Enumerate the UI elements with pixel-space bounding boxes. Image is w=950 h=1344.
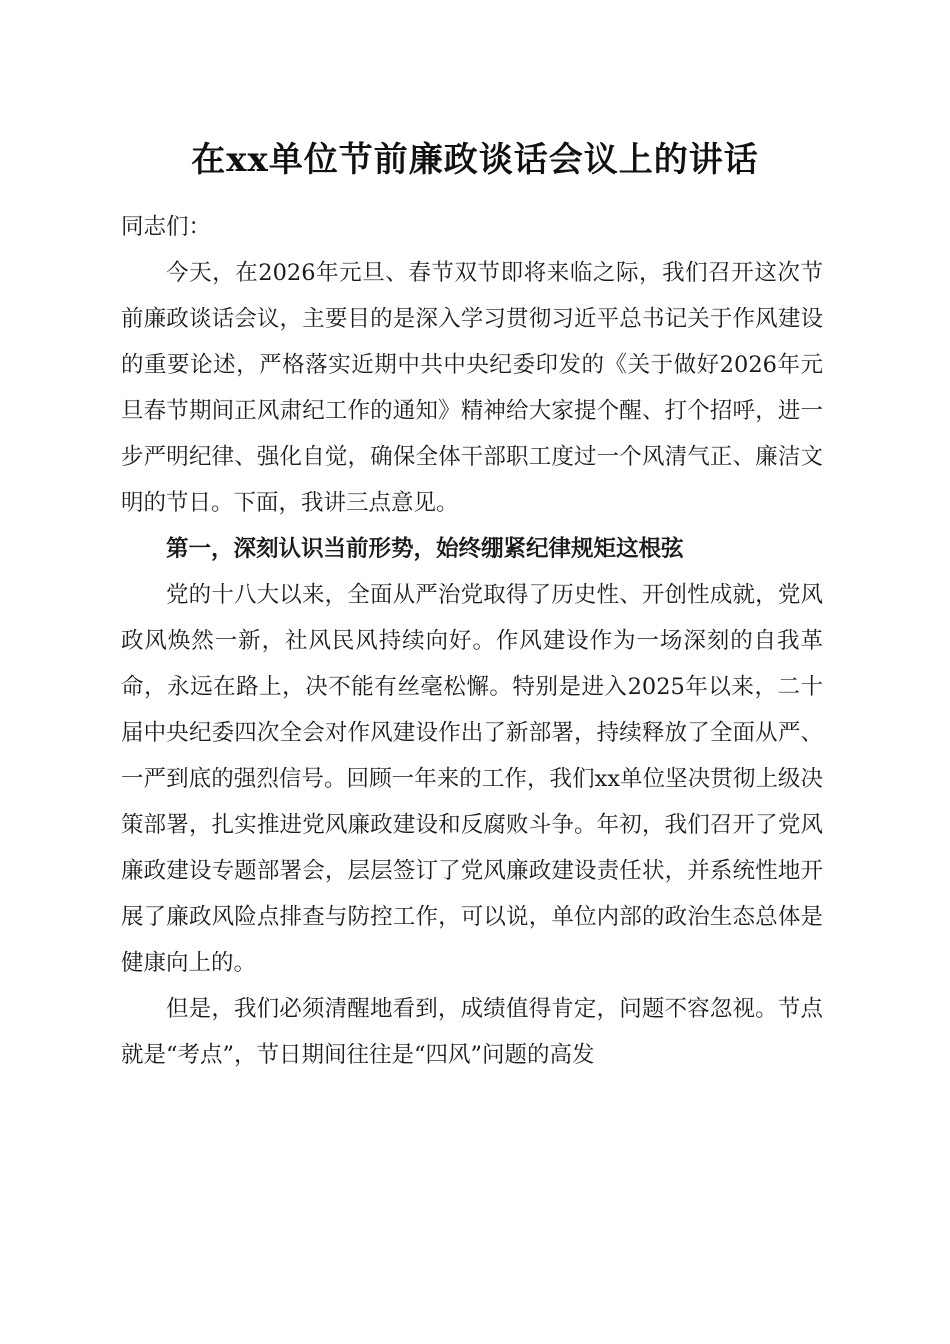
- paragraph-intro: 今天，在2026年元旦、春节双节即将来临之际，我们召开这次节前廉政谈话会议，主要目的是深入学习贯彻习近平总书记关于作风建设的重要论述，严格落实近期中共中央纪委印发的《关于做好2026年元旦春节期间正风肃纪工作的通知》精神给大家提个醒、打个招呼，进一步严明纪律、强化自觉，确保全体干部职工度过一个风清气正、廉洁文明的节日。下面，我讲三点意见。: [121, 260, 823, 516]
- document-title: 在xx单位节前廉政谈话会议上的讲话: [191, 140, 759, 180]
- salutation: 同志们：: [121, 214, 212, 240]
- document-body: [121, 204, 823, 1078]
- paragraph-situation: 党的十八大以来，全面从严治党取得了历史性、开创性成就，党风政风焕然一新，社风民风持续向好。作风建设作为一场深刻的自我革命，永远在路上，决不能有丝毫松懈。特别是进入2025年以来，二十届中央纪委四次全会对作风建设作出了新部署，持续释放了全面从严、一严到底的强烈信号。回顾一年来的工作，我们xx单位坚决贯彻上级决策部署，扎实推进党风廉政建设和反腐败斗争。年初，我们召开了党风廉政建设专题部署会，层层签订了党风廉政建设责任状，并系统性地开展了廉政风险点排查与防控工作，可以说，单位内部的政治生态总体是健康向上的。: [121, 582, 823, 976]
- paragraph-problems: 但是，我们必须清醒地看到，成绩值得肯定，问题不容忽视。节点就是“考点”，节日期间往往是“四风”问题的高发: [121, 996, 823, 1068]
- section-heading-1: 第一，深刻认识当前形势，始终绷紧纪律规矩这根弦: [166, 536, 684, 562]
